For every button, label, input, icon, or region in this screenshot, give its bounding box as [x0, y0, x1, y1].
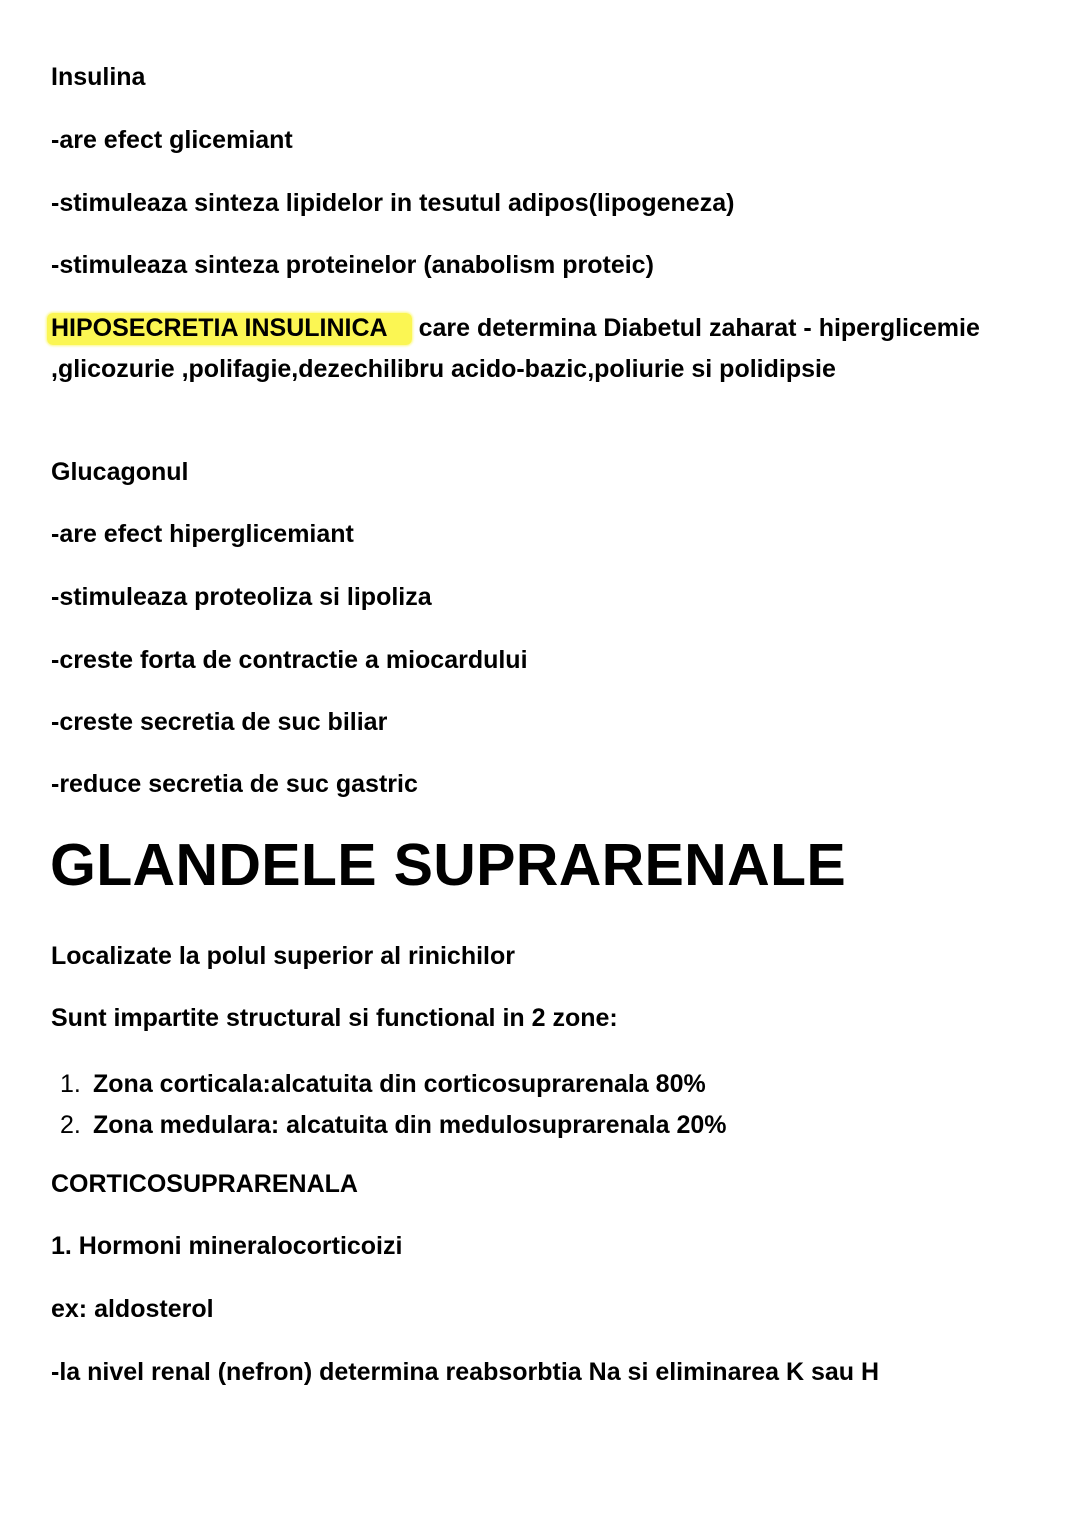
insulin-title: Insulina: [51, 63, 146, 91]
glucagon-title: Glucagonul: [51, 458, 189, 486]
effect-text: -la nivel renal (nefron) determina reabsorbtia Na si eliminarea K sau H: [51, 1358, 880, 1386]
glucagon-item: -are efect hiperglicemiant: [51, 520, 354, 548]
division-text: Sunt impartite structural si functional in 2 zone:: [51, 1004, 618, 1032]
list-text: Zona corticala:alcatuita din corticosuprarenala 80%: [93, 1070, 706, 1098]
hormone-group: 1. Hormoni mineralocorticoizi: [51, 1232, 403, 1260]
insulin-item: -stimuleaza sinteza lipidelor in tesutul adipos(lipogeneza): [51, 189, 735, 217]
list-text: Zona medulara: alcatuita din medulosuprarenala 20%: [93, 1111, 727, 1139]
example-text: ex: aldosterol: [51, 1295, 214, 1323]
list-number: 2.: [60, 1111, 81, 1139]
glucagon-item: -creste forta de contractie a miocardului: [51, 646, 528, 674]
highlighted-term: HIPOSECRETIA INSULINICA: [47, 313, 412, 345]
section-heading: GLANDELE SUPRARENALE: [50, 832, 846, 898]
list-item: [60, 1105, 727, 1146]
insulin-item: -are efect glicemiant: [51, 126, 293, 154]
subheading: CORTICOSUPRARENALA: [51, 1170, 358, 1198]
list-number: 1.: [60, 1070, 81, 1098]
hyposecretion-text: care determina Diabetul zaharat - hiperglicemie ,glicozurie ,polifagie,dezechilibru acido-bazic,poliurie si polidipsie: [51, 314, 980, 383]
location-text: Localizate la polul superior al rinichilor: [51, 942, 515, 970]
zones-list: [60, 1064, 727, 1146]
glucagon-item: -creste secretia de suc biliar: [51, 708, 388, 736]
hyposecretion-paragraph: [51, 308, 1011, 390]
insulin-item: -stimuleaza sinteza proteinelor (anabolism proteic): [51, 251, 654, 279]
glucagon-item: -stimuleaza proteoliza si lipoliza: [51, 583, 432, 611]
glucagon-item: -reduce secretia de suc gastric: [51, 770, 418, 798]
list-item: [60, 1064, 727, 1105]
